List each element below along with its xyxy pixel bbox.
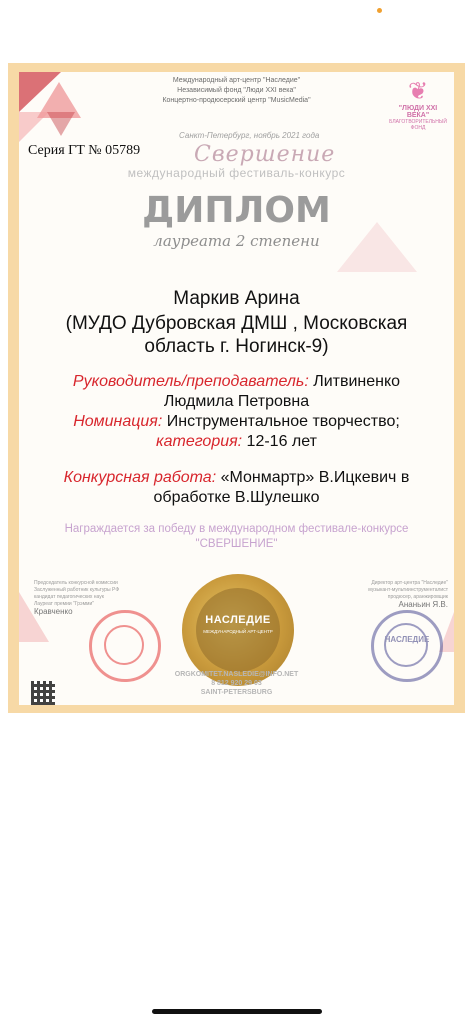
header-line: Международный арт-центр "Наследие" xyxy=(172,77,301,84)
contact-city: SAINT-PETERSBURG xyxy=(200,689,273,696)
contact-email: ORGKOMITET.NASLEDIE@INFO.NET xyxy=(174,671,299,678)
foundation-logo xyxy=(389,79,447,131)
chairman-title-line: Председатель конкурсной комиссии xyxy=(34,580,118,586)
header-line: Концертно-продюсерский центр "MusicMedia" xyxy=(162,97,311,104)
award-text xyxy=(19,522,454,552)
festival-subtitle: международный фестиваль-конкурс xyxy=(127,166,346,180)
home-indicator[interactable] xyxy=(152,1009,322,1014)
seal-title: НАСЛЕДИЕ xyxy=(205,614,271,626)
chairman-title-line: Заслуженный работник культуры РФ xyxy=(34,587,120,593)
award-festival-name: "СВЕРШЕНИЕ" xyxy=(195,538,278,550)
director-name: Ананьин Я.В. xyxy=(398,600,448,609)
decor-triangle xyxy=(47,112,75,136)
work-value: «Монмартр» В.Ицкевич в обработке В.Шулешко xyxy=(153,469,410,506)
qr-code xyxy=(31,681,55,705)
nomination-block xyxy=(39,412,434,432)
chairman-signature-block xyxy=(34,580,159,615)
red-stamp-inner xyxy=(104,625,144,665)
status-indicator-dot xyxy=(377,8,382,13)
seal-subtitle: МЕЖДУНАРОДНЫЙ АРТ-ЦЕНТР xyxy=(203,629,273,634)
nomination-label: Номинация: xyxy=(73,413,163,430)
director-title-line: Директор арт-центра "Наследие" xyxy=(371,580,448,586)
header-line: Независимый фонд "Люди XXI века" xyxy=(177,87,296,94)
recipient-organization: (МУДО Дубровская ДМШ , Московская область г. Ногинск-9) xyxy=(65,313,408,357)
work-label: Конкурсная работа: xyxy=(63,469,217,486)
festival-name: Свершение xyxy=(194,142,336,167)
teacher-value: Литвиненко Людмила Петровна xyxy=(163,373,401,410)
diploma-subtitle: лауреата 2 степени xyxy=(153,232,320,250)
category-block xyxy=(39,432,434,452)
director-signature-block xyxy=(333,580,448,608)
foundation-logo-subtitle: БЛАГОТВОРИТЕЛЬНЫЙ ФОНД xyxy=(389,119,447,131)
chairman-name: Кравченко xyxy=(34,607,73,616)
blue-stamp-text: НАСЛЕДИЕ xyxy=(384,635,430,644)
category-label: категория: xyxy=(156,433,243,450)
recipient-name: Маркив Арина xyxy=(173,288,300,309)
director-title-line: музыкант-мультиинструменталист xyxy=(368,587,448,593)
director-title-line: продюсер, аранжировщик xyxy=(387,594,448,600)
festival-date-line: Санкт-Петербург, ноябрь 2021 года xyxy=(179,131,320,140)
chairman-title-line: кандидат педагогических наук xyxy=(34,594,104,600)
teacher-label: Руководитель/преподаватель: xyxy=(72,373,309,390)
diploma-title: ДИПЛОМ xyxy=(142,190,331,231)
serial-number: Серия ГТ № 05789 xyxy=(28,143,141,158)
decor-triangle xyxy=(19,112,49,142)
work-block xyxy=(39,468,434,507)
foundation-logo-title: "ЛЮДИ XXI ВЕКА" xyxy=(398,105,438,119)
chairman-title-line: Лауреат премии "Грэмми" xyxy=(34,601,95,607)
diploma-image xyxy=(8,63,465,713)
butterfly-icon: ❦ xyxy=(407,78,429,105)
nomination-value: Инструментальное творчество; xyxy=(162,413,400,430)
award-line: Награждается за победу в международном фестивале-конкурсе xyxy=(64,523,409,535)
contact-phone: 8 812 920 29 03 xyxy=(211,680,262,687)
teacher-block xyxy=(39,372,434,411)
category-value: 12-16 лет xyxy=(242,433,317,450)
diploma-sheet xyxy=(19,72,454,705)
blue-stamp-inner xyxy=(384,623,428,667)
